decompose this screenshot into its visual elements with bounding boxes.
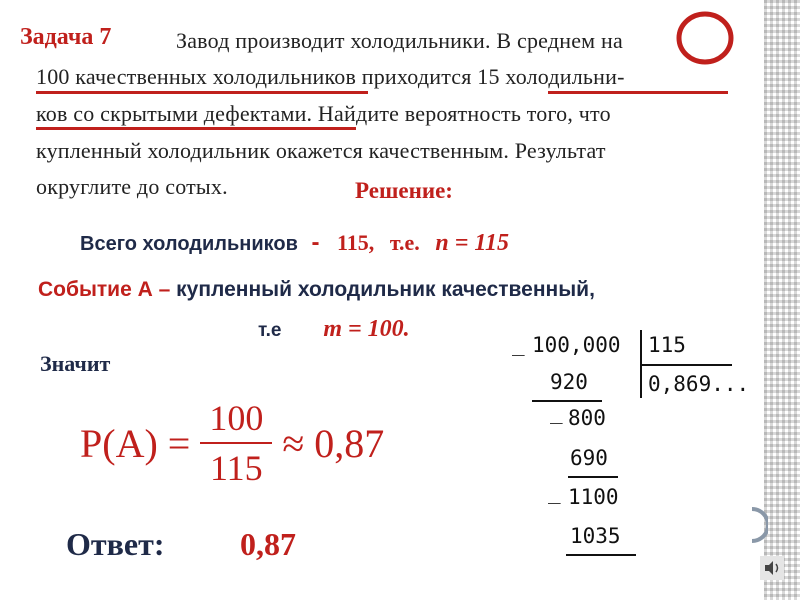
total-ie: т.е. (389, 230, 420, 255)
event-dash: – (158, 278, 171, 301)
speaker-icon[interactable] (760, 556, 784, 580)
event-row (38, 278, 595, 302)
highlight-circle (679, 14, 731, 62)
step-4: 1100 (568, 485, 619, 509)
formula-lhs: P(A) = (80, 420, 191, 466)
therefore-label: Значит (40, 351, 111, 376)
task-line-3: ков со скрытыми дефектами. Найдите вероятность того, что (36, 101, 611, 126)
division-divisor-line (640, 364, 732, 366)
answer-value: 0,87 (240, 526, 296, 562)
underline-100 (36, 91, 368, 94)
decorative-circle-icon (738, 505, 768, 545)
underline-15 (548, 91, 728, 94)
task-line-2: 100 качественных холодильников приходится 15 холодильни- (36, 64, 625, 89)
step-5: 1035 (570, 524, 621, 548)
te-label: т.е (258, 320, 282, 341)
total-dash: - (311, 229, 320, 256)
n-equation: n = 115 (435, 230, 510, 256)
task-line-5: округлите до сотых. (36, 174, 228, 199)
step-5-line (566, 554, 636, 556)
event-label: Событие А (38, 278, 153, 301)
quotient: 0,869... (648, 372, 750, 396)
total-row (80, 229, 509, 257)
step-1: 920 (550, 370, 588, 394)
step-3: 690 (570, 446, 608, 470)
underline-defects (36, 127, 356, 130)
probability-formula (80, 398, 384, 488)
task-line-1: Завод производит холодильники. В среднем на (176, 28, 623, 53)
formula-fraction (200, 398, 272, 488)
formula-denominator: 115 (210, 448, 263, 488)
minus-sign: _ (550, 400, 563, 424)
task-line-4: купленный холодильник окажется качественным. Результат (36, 138, 606, 163)
solution-heading: Решение: (355, 178, 453, 203)
task-title: Задача 7 (20, 24, 112, 50)
step-3-line (568, 476, 618, 478)
total-label: Всего холодильников (80, 233, 298, 255)
event-text: купленный холодильник качественный, (176, 278, 595, 301)
answer-label: Ответ: (66, 526, 165, 562)
step-1-line (532, 400, 602, 402)
formula-rhs: ≈ 0,87 (282, 420, 385, 466)
step-2: 800 (568, 406, 606, 430)
m-equation: m = 100. (323, 316, 410, 342)
divisor: 115 (648, 333, 686, 357)
minus-sign: _ (512, 332, 525, 356)
formula-numerator: 100 (209, 398, 264, 438)
dividend: 100,000 (532, 333, 621, 357)
fraction-bar (200, 442, 272, 444)
m-row (258, 316, 410, 343)
minus-sign: _ (548, 480, 561, 504)
total-value: 115, (337, 230, 375, 255)
